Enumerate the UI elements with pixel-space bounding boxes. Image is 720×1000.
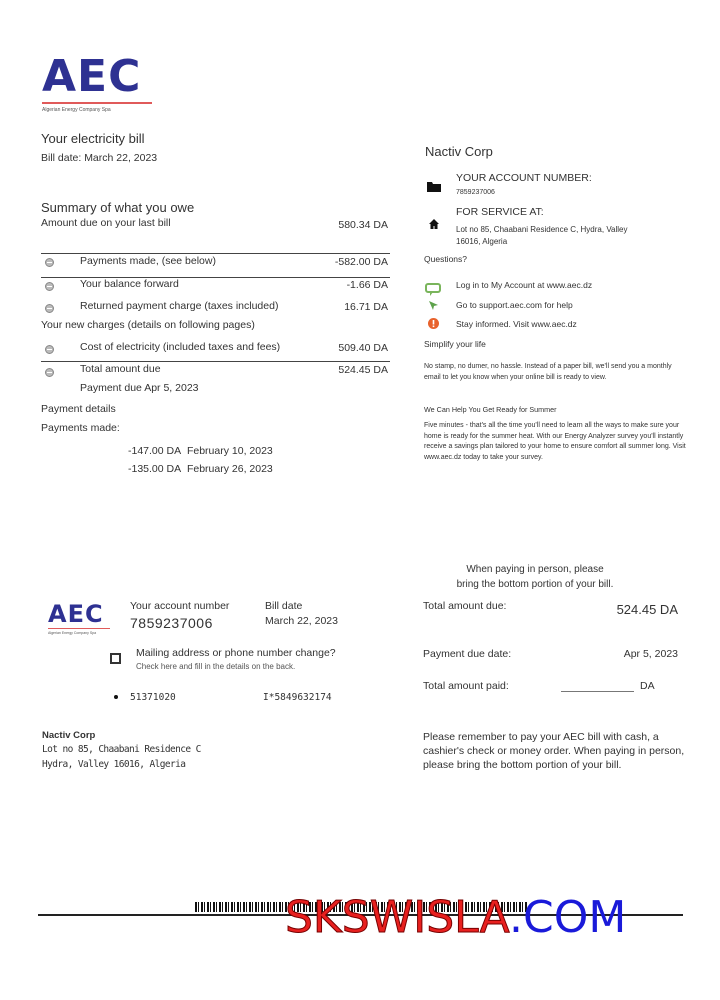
watermark-blue: .COM bbox=[508, 892, 627, 943]
service-address-2: 16016, Algeria bbox=[456, 237, 508, 246]
logo-subtitle: Algerian Energy Company Spa bbox=[42, 107, 111, 113]
stub-logo-text: AEC bbox=[48, 600, 104, 628]
stub-due-value: Apr 5, 2023 bbox=[623, 648, 678, 660]
alert-icon bbox=[428, 318, 439, 329]
service-label: FOR SERVICE AT: bbox=[456, 206, 544, 218]
bill-date: Bill date: March 22, 2023 bbox=[41, 152, 158, 164]
cursor-icon bbox=[428, 300, 440, 312]
stub-address-1: Lot no 85, Chaabani Residence C bbox=[42, 744, 201, 755]
support-link[interactable]: Go to support.aec.com for help bbox=[456, 300, 573, 310]
plus-circle-icon bbox=[45, 304, 54, 313]
stub-logo-underline bbox=[48, 628, 110, 629]
stub-code-2: I*5849632174 bbox=[263, 692, 332, 703]
payment-item bbox=[128, 445, 273, 457]
payments-made-list-label: Payments made: bbox=[41, 422, 120, 434]
summer-text: Five minutes - that's all the time you'll need to learn all the ways to make sure your home is ready for the summer heat. With our Energy Analyzer survey you'll instantly receive a savings plan tailored to your home to ensure comfort all summer long. Visit www.aec.dz today to take your survey. bbox=[424, 422, 686, 461]
last-bill-label: Amount due on your last bill bbox=[41, 217, 171, 229]
payment-amount: -147.00 DA bbox=[128, 445, 182, 457]
login-link[interactable]: Log in to My Account at www.aec.dz bbox=[456, 280, 593, 290]
address-change-checkbox[interactable] bbox=[110, 653, 121, 664]
balance-forward-label: Your balance forward bbox=[80, 278, 179, 290]
stub-logo bbox=[48, 602, 110, 635]
amount-paid-field[interactable] bbox=[561, 691, 634, 692]
stub-total-value: 524.45 DA bbox=[616, 602, 678, 617]
stub-paid-unit: DA bbox=[640, 680, 655, 692]
address-change-hint: Check here and fill in the details on the back. bbox=[136, 662, 296, 671]
stub-name: Nactiv Corp bbox=[42, 730, 96, 741]
folder-icon bbox=[426, 180, 442, 193]
divider bbox=[41, 253, 390, 254]
watermark bbox=[285, 892, 627, 943]
chat-icon bbox=[425, 283, 441, 297]
payments-made-amount: -582.00 DA bbox=[334, 256, 388, 268]
stay-informed-link[interactable]: Stay informed. Visit www.aec.dz bbox=[456, 319, 577, 329]
payment-date: February 10, 2023 bbox=[186, 445, 273, 457]
in-person-line-2: bring the bottom portion of your bill. bbox=[456, 579, 614, 590]
service-address-1: Lot no 85, Chaabani Residence C, Hydra, Valley bbox=[456, 225, 628, 234]
logo-text: AEC bbox=[42, 51, 142, 102]
balance-forward-amount: -1.66 DA bbox=[346, 279, 388, 291]
stub-account-label: Your account number bbox=[130, 600, 230, 612]
plus-circle-icon bbox=[45, 345, 54, 354]
returned-payment-label: Returned payment charge (taxes included) bbox=[80, 300, 279, 312]
stub-bill-date-label: Bill date bbox=[265, 600, 303, 612]
summer-heading: We Can Help You Get Ready for Summer bbox=[424, 405, 557, 414]
summary-heading: Summary of what you owe bbox=[41, 200, 195, 215]
equals-circle-icon bbox=[45, 282, 54, 291]
address-change-label: Mailing address or phone number change? bbox=[136, 647, 336, 659]
stub-address-2: Hydra, Valley 16016, Algeria bbox=[42, 759, 186, 770]
stub-due-label: Payment due date: bbox=[423, 648, 512, 660]
aec-logo bbox=[42, 51, 152, 113]
payment-amount: -135.00 DA bbox=[128, 463, 182, 475]
last-bill-amount: 580.34 DA bbox=[338, 219, 388, 231]
account-number-label: YOUR ACCOUNT NUMBER: bbox=[456, 172, 592, 184]
house-icon bbox=[428, 218, 440, 230]
divider bbox=[41, 361, 390, 362]
bullet-icon bbox=[114, 695, 118, 699]
stub-paid-label: Total amount paid: bbox=[423, 680, 509, 692]
questions-label: Questions? bbox=[424, 254, 467, 264]
account-number: 7859237006 bbox=[456, 189, 495, 196]
minus-circle-icon bbox=[45, 258, 54, 267]
stub-code-1: 51371020 bbox=[130, 692, 176, 703]
payment-reminder: Please remember to pay your AEC bill with cash, a cashier's check or money order. When paying in person, please bring the bottom portion of your bill. bbox=[423, 731, 685, 771]
payment-due: Payment due Apr 5, 2023 bbox=[80, 382, 199, 394]
company-name: Nactiv Corp bbox=[425, 144, 493, 159]
stub-logo-subtitle: Algerian Energy Company Spa bbox=[48, 631, 97, 635]
in-person-line-1: When paying in person, please bbox=[466, 564, 604, 575]
simplify-text: No stamp, no dumer, no hassle. Instead of a paper bill, we'll send you a monthly email to let you know when your online bill is ready to view. bbox=[424, 363, 672, 381]
total-due-label: Total amount due bbox=[80, 363, 161, 375]
payments-made-label: Payments made, (see below) bbox=[80, 255, 216, 267]
logo-underline bbox=[42, 102, 152, 104]
equals-circle-icon bbox=[45, 368, 54, 377]
stub-account-number: 7859237006 bbox=[130, 615, 213, 631]
payment-details-label: Payment details bbox=[41, 403, 116, 415]
stub-total-label: Total amount due: bbox=[423, 600, 507, 612]
stub-bill-date: March 22, 2023 bbox=[265, 615, 338, 627]
cost-electricity-amount: 509.40 DA bbox=[338, 342, 388, 354]
payment-date: February 26, 2023 bbox=[186, 463, 273, 475]
watermark-red: SKSWISLA bbox=[285, 892, 509, 943]
bill-title: Your electricity bill bbox=[41, 131, 145, 146]
in-person-note bbox=[420, 562, 650, 592]
total-due-amount: 524.45 DA bbox=[338, 364, 388, 376]
payment-item bbox=[128, 463, 273, 475]
new-charges-label: Your new charges (details on following pages) bbox=[41, 319, 255, 331]
simplify-label: Simplify your life bbox=[424, 339, 486, 349]
cost-electricity-label: Cost of electricity (included taxes and fees) bbox=[80, 341, 281, 353]
returned-payment-amount: 16.71 DA bbox=[344, 301, 388, 313]
